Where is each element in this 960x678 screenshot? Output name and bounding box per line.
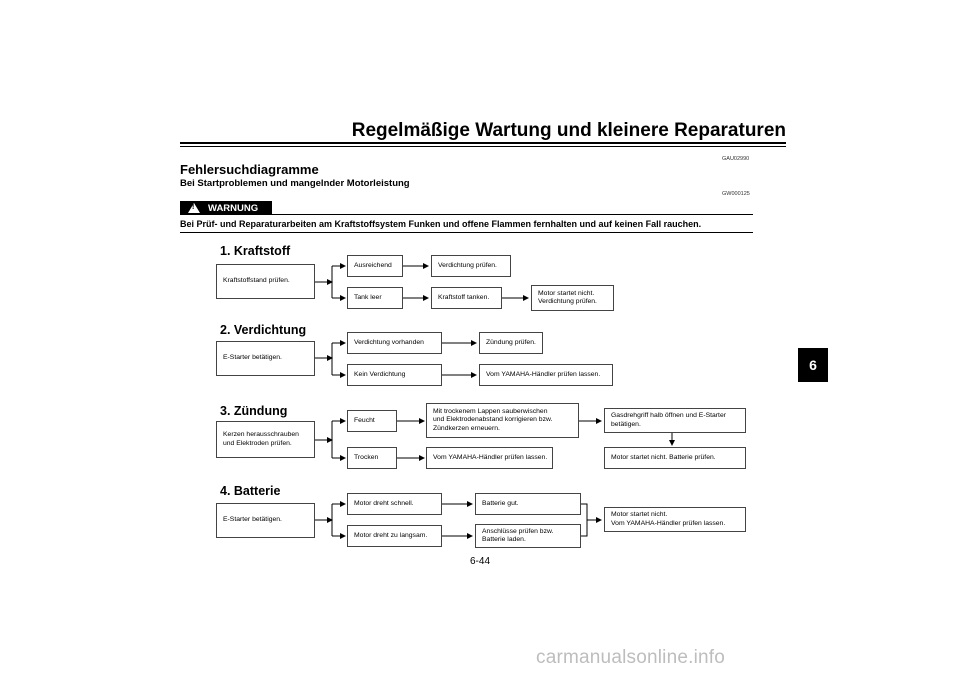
flow-title-batterie: 4. Batterie (220, 484, 281, 498)
flow1-b2rr-text: Motor startet nicht. Verdichtung prüfen. (538, 289, 597, 305)
flow4-b1-text: Motor dreht schnell. (354, 499, 414, 507)
flow4-start-text: E-Starter betätigen. (223, 516, 282, 524)
flow4-start-box (216, 503, 315, 538)
section-title: Fehlersuchdiagramme (180, 162, 319, 177)
flow4-b1r-text: Batterie gut. (482, 499, 519, 507)
chapter-tab: 6 (798, 348, 828, 382)
flow-title-zuendung: 3. Zündung (220, 404, 288, 418)
watermark: carmanualsonline.info (536, 647, 726, 668)
flow2-start-text: E-Starter betätigen. (223, 354, 282, 362)
flow4-b2r-text: Anschlüsse prüfen bzw. Batterie laden. (482, 527, 554, 543)
flow2-b1-text: Verdichtung vorhanden (354, 338, 424, 346)
flow3-feucht-box (347, 410, 397, 432)
flow2-kein-verdichtung-box (347, 364, 442, 386)
flow3-gasdrehgriff-box (604, 408, 746, 433)
flow1-b2-text: Tank leer (354, 293, 382, 301)
flow1-ausreichend-box (347, 255, 403, 277)
flow1-motor-startet-nicht-box (531, 285, 614, 311)
warning-label: WARNUNG (208, 202, 259, 214)
warning-text: Bei Prüf- und Reparaturarbeiten am Kraftstoffsystem Funken und offene Flammen fernhalten und auf keinen Fall rauchen. (180, 219, 702, 229)
flow2-b2r-text: Vom YAMAHA-Händler prüfen lassen. (486, 370, 601, 378)
flow2-start-box (216, 341, 315, 376)
flow3-haendler-box (426, 447, 553, 469)
flow4-b2-text: Motor dreht zu langsam. (354, 531, 428, 539)
flow1-b1-text: Ausreichend (354, 261, 392, 269)
flow3-start-text: Kerzen herausschrauben und Elektroden prüfen. (223, 431, 299, 447)
page-header-title: Regelmäßige Wartung und kleinere Reparaturen (351, 120, 786, 141)
flow3-b2rr-text: Motor startet nicht. Batterie prüfen. (611, 453, 716, 461)
flow2-zuendung-pruefen-box (479, 332, 543, 354)
flow1-b1r-text: Verdichtung prüfen. (438, 261, 497, 269)
flow3-b2r-text: Vom YAMAHA-Händler prüfen lassen. (433, 453, 548, 461)
flow-title-verdichtung: 2. Verdichtung (220, 323, 307, 337)
flow1-start-box (216, 264, 315, 299)
flow2-b1r-text: Zündung prüfen. (486, 338, 536, 346)
page-number: 6-44 (469, 556, 490, 567)
flow1-tank-leer-box (347, 287, 403, 309)
flow3-trocken-box (347, 447, 397, 469)
section-subtitle: Bei Startproblemen und mangelnder Motorleistung (180, 178, 410, 189)
warning-code: GW000125 (722, 191, 750, 197)
section-code: GAU02990 (722, 156, 750, 162)
flow4-batterie-gut-box (475, 493, 581, 515)
flow-title-kraftstoff: 1. Kraftstoff (220, 244, 291, 258)
flow3-b1rr-text: Gasdrehgriff halb öffnen und E-Starter betätigen. (611, 412, 726, 428)
flow4-end-text: Motor startet nicht. Vom YAMAHA-Händler prüfen lassen. (611, 511, 726, 527)
flow4-end-box (604, 507, 746, 532)
flow2-b2-text: Kein Verdichtung (354, 370, 406, 378)
flow4-motor-langsam-box (347, 525, 442, 547)
flow2-haendler-box (479, 364, 613, 386)
flow1-kraftstoff-tanken-box (431, 287, 502, 309)
flow1-b2r-text: Kraftstoff tanken. (438, 293, 490, 301)
flow3-b1-text: Feucht (354, 416, 375, 424)
flow3-b1r-text: Mit trockenem Lappen sauberwischen und Elektrodenabstand korrigieren bzw. Zündkerzen erneuern. (433, 407, 553, 432)
flow2-verdichtung-vorhanden-box (347, 332, 442, 354)
flow3-b2-text: Trocken (354, 453, 379, 461)
flow3-batterie-pruefen-box (604, 447, 746, 469)
flow1-verdichtung-pruefen-box (431, 255, 511, 277)
flow3-start-box (216, 421, 315, 458)
flow4-anschluesse-box (475, 524, 581, 548)
flow1-start-text: Kraftstoffstand prüfen. (223, 277, 290, 285)
flow3-sauberwischen-box (426, 403, 579, 438)
flow4-motor-schnell-box (347, 493, 442, 515)
